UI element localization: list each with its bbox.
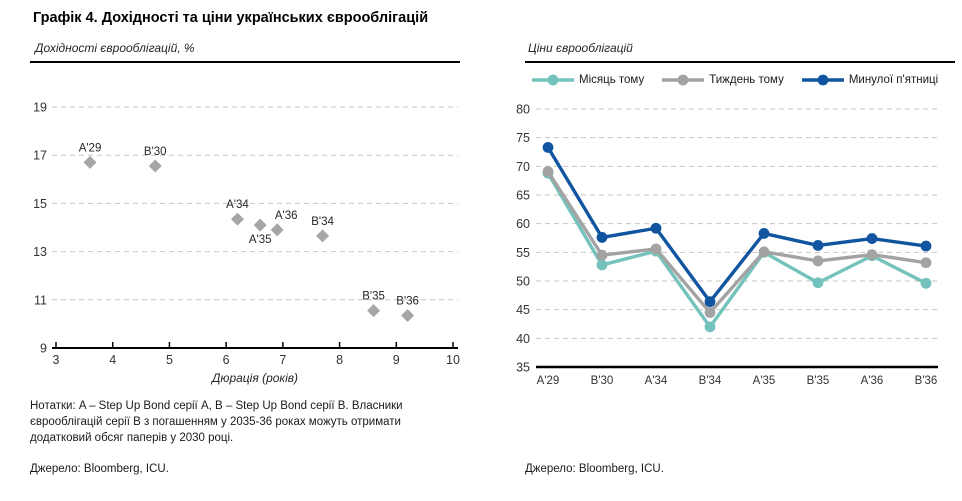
series-point — [705, 307, 716, 318]
y-tick-label: 35 — [516, 360, 530, 375]
x-category-label: A'35 — [752, 375, 776, 387]
series-line — [548, 147, 926, 301]
series-point — [705, 296, 716, 307]
x-tick-label: 8 — [336, 353, 344, 367]
y-tick-label: 65 — [516, 188, 530, 203]
x-tick-label: 9 — [392, 353, 400, 367]
series-point — [813, 277, 824, 288]
x-category-label: B'36 — [914, 375, 938, 387]
y-tick-label: 45 — [516, 303, 530, 318]
y-tick-label: 55 — [516, 245, 530, 260]
yields-scatter-chart — [22, 88, 467, 390]
point-label: A'29 — [78, 142, 102, 155]
legend-dot — [678, 75, 689, 86]
y-tick-label: 70 — [516, 159, 530, 174]
series-point — [597, 232, 608, 243]
legend-item — [532, 74, 644, 86]
legend-label: Минулої п'ятниці — [848, 74, 939, 86]
series-point — [867, 233, 878, 244]
series-point — [705, 321, 716, 332]
legend-item — [662, 74, 784, 86]
scatter-point — [367, 304, 380, 317]
legend-item — [802, 74, 938, 86]
x-category-label: A'36 — [860, 375, 884, 387]
legend-label: Тиждень тому — [709, 74, 784, 86]
series-point — [921, 257, 932, 268]
series-point — [651, 223, 662, 234]
left-source: Джерело: Bloomberg, ICU. — [30, 463, 169, 475]
legend-marker-icon — [532, 74, 574, 86]
x-tick-label: 4 — [109, 353, 117, 367]
x-tick-label: 3 — [52, 353, 60, 367]
y-tick-label: 60 — [516, 217, 530, 232]
chart-legend — [532, 74, 938, 86]
x-category-label: A'34 — [644, 375, 668, 387]
legend-dot — [817, 75, 828, 86]
series-point — [813, 256, 824, 267]
series-point — [651, 243, 662, 254]
y-tick-label: 50 — [516, 274, 530, 289]
x-axis-title: Дюрація (років) — [211, 371, 299, 385]
point-label: A'36 — [274, 209, 298, 222]
series-point — [597, 260, 608, 271]
series-point — [921, 241, 932, 252]
scatter-point — [254, 219, 267, 232]
x-category-label: B'35 — [806, 375, 830, 387]
y-tick-label: 75 — [516, 131, 530, 146]
series-point — [759, 228, 770, 239]
prices-line-chart — [498, 93, 960, 395]
series-point — [543, 142, 554, 153]
scatter-point — [149, 160, 162, 173]
y-tick-label: 13 — [33, 245, 47, 260]
scatter-point — [84, 156, 97, 169]
scatter-point — [401, 309, 414, 322]
x-tick-label: 6 — [222, 353, 230, 367]
legend-label: Місяць тому — [579, 74, 645, 86]
point-label: B'34 — [311, 215, 334, 228]
y-tick-label: 15 — [33, 196, 47, 211]
series-point — [867, 249, 878, 260]
x-tick-label: 5 — [165, 353, 173, 367]
series-point — [759, 246, 770, 257]
y-tick-label: 11 — [34, 293, 47, 308]
left-subtitle-rule — [30, 61, 460, 63]
x-tick-label: 7 — [279, 353, 287, 367]
point-label: B'36 — [396, 295, 419, 308]
y-tick-label: 40 — [516, 331, 530, 346]
scatter-point — [271, 223, 284, 236]
legend-dot — [548, 75, 559, 86]
right-chart-subtitle: Ціни єврооблігацій — [528, 41, 633, 55]
y-tick-label: 17 — [33, 148, 47, 163]
series-point — [813, 240, 824, 251]
legend-marker-icon — [662, 74, 704, 86]
x-category-label: B'34 — [698, 375, 722, 387]
series-point — [597, 250, 608, 261]
point-label: A'34 — [226, 199, 249, 212]
x-category-label: A'29 — [536, 375, 560, 387]
y-tick-label: 80 — [516, 102, 530, 117]
right-subtitle-rule — [525, 61, 955, 63]
scatter-point — [316, 229, 329, 242]
x-tick-label: 10 — [446, 353, 460, 367]
left-chart-subtitle: Дохідності єврооблігацій, % — [35, 41, 195, 55]
point-label: B'30 — [143, 146, 167, 159]
point-label: B'35 — [362, 290, 385, 303]
scatter-point — [231, 213, 244, 226]
x-category-label: B'30 — [590, 375, 614, 387]
point-label: A'35 — [248, 234, 272, 247]
series-point — [921, 278, 932, 289]
chart-notes: Нотатки: A – Step Up Bond серії A, B – Step Up Bond серії B. Власники єврооблігацій серії B з погашенням у 2035-36 роках можуть отримати додатковий обсяг паперів у 2030 році. — [30, 400, 403, 444]
figure-title: Графік 4. Дохідності та ціни українських єврооблігацій — [33, 10, 429, 26]
y-tick-label: 19 — [33, 100, 47, 115]
right-source: Джерело: Bloomberg, ICU. — [525, 463, 664, 475]
legend-marker-icon — [802, 74, 844, 86]
series-point — [543, 166, 554, 177]
y-tick-label: 9 — [40, 341, 47, 356]
